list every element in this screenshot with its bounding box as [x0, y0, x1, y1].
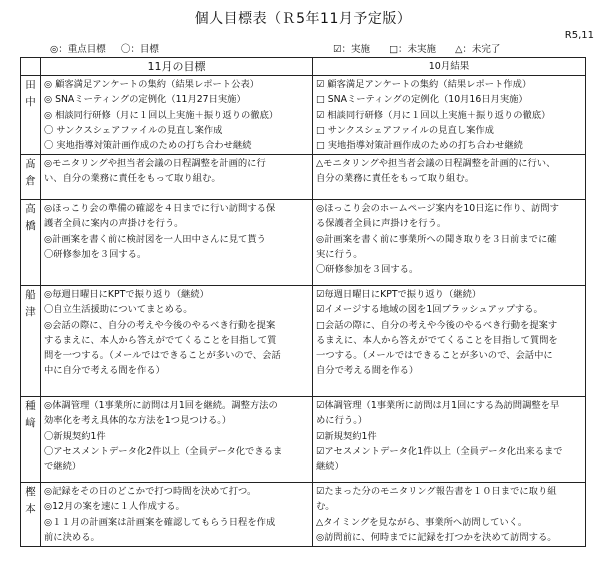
- goal-line: ◎毎週日曜日にKPTで振り返り（継続）: [44, 289, 209, 300]
- result-line: ☑体調管理（1事業所に訪問は月1回にする為訪問調整を早: [316, 400, 560, 411]
- result-cell: [313, 76, 586, 155]
- goal-line: ◎ほっこり会の準備の確認を４日までに行い訪問する保: [44, 203, 276, 214]
- result-line: 自分で考える間を作る）: [316, 365, 419, 377]
- goal-column-header: 11月の目標: [41, 58, 313, 76]
- goal-line: 〇 実地指導対策計画作成のための打ち合わせ継続: [44, 140, 252, 152]
- table-row: [21, 76, 586, 155]
- goal-line: で継続）: [44, 461, 82, 473]
- name-column-header: [21, 58, 41, 76]
- goal-cell: [41, 200, 313, 286]
- goal-line: 問を一つする。（メールではできることが多いので、会話: [44, 350, 281, 362]
- staff-name-cell: [21, 483, 41, 547]
- legend-right: [333, 41, 516, 55]
- goal-line: 〇自立生活援助についてまとめる。: [44, 304, 193, 316]
- result-line: る保護者全員に声掛けを行う。: [316, 218, 447, 230]
- goal-line: ◎モニタリングや担当者会議の日程調整を計画的に行: [44, 158, 266, 169]
- staff-name-char: 髙: [25, 158, 36, 170]
- result-line: □ サンクスシェアファイルの見直し案作成: [316, 124, 494, 136]
- result-line: △タイミングを見ながら、事業所へ訪問していく。: [316, 516, 528, 528]
- result-line: ◎訪問前に、何時までに記録を打つかを決めて訪問する。: [316, 531, 557, 543]
- legend-key-not-done: □：未実施: [389, 44, 437, 55]
- staff-name-char: 船: [25, 289, 36, 301]
- result-line: △モニタリングや担当者会議の日程調整を計画的に行い、: [316, 158, 556, 169]
- staff-name-char: 種: [25, 400, 36, 412]
- legend-key-incomplete: △：未完了: [455, 44, 501, 55]
- goal-line: ◎ 相談同行研修（月に１回以上実施＋振り返りの徹底）: [44, 109, 279, 121]
- result-line: 実に行う。: [316, 248, 363, 260]
- result-line: るまえに、本人から答えがでてくることを目指して質問を: [316, 334, 558, 346]
- goal-cell: [41, 155, 313, 200]
- goal-line: ◎ SNAミーティングの定例化（11月27日実施）: [44, 94, 246, 106]
- result-line: 〇研修参加を３回する。: [316, 264, 419, 276]
- goal-cell: [41, 286, 313, 397]
- table-row: [21, 155, 586, 200]
- staff-name-char: 高: [25, 203, 36, 215]
- goal-line: 〇アセスメントデータ化2件以上（全員データ化できるま: [44, 445, 283, 457]
- goal-line: 〇 サンクスシェアファイルの見直し案作成: [44, 124, 223, 136]
- staff-name-char: 本: [25, 503, 36, 515]
- table-header-row: [21, 58, 586, 76]
- result-line: 継続）: [316, 461, 344, 473]
- goal-line: 護者全員に案内の声掛けを行う。: [44, 218, 184, 230]
- goal-cell: [41, 76, 313, 155]
- result-cell: [313, 397, 586, 483]
- staff-name-char: 倉: [25, 175, 36, 187]
- goal-line: 効率化を考え具体的な方法を1つ見つける。）: [44, 415, 232, 427]
- goal-cell: [41, 483, 313, 547]
- result-line: ☑アセスメントデータ化1件以上（全員データ化出来るまで: [316, 445, 563, 457]
- goal-table: [20, 57, 586, 547]
- result-line: ◎計画案を書く前に事業所への聞き取りを３日前までに確: [316, 233, 557, 245]
- legend-key-goal: 〇：目標: [120, 44, 159, 55]
- result-column-header: 10月結果: [313, 58, 586, 76]
- table-row: [21, 397, 586, 483]
- goal-line: い、自分の業務に責任をもって取り組む。: [44, 173, 221, 185]
- staff-name-cell: [21, 200, 41, 286]
- goal-line: ◎12月の案を速に１人作成する。: [44, 501, 185, 513]
- result-line: □ 実地指導対策計画作成のための打ち合わせ継続: [316, 140, 523, 152]
- result-cell: [313, 155, 586, 200]
- result-line: 一つする。（メールではできることが多いので、会話中に: [316, 350, 553, 362]
- staff-name-char: 田: [25, 79, 36, 91]
- goal-line: 前に決める。: [44, 531, 100, 543]
- goal-cell: [41, 397, 313, 483]
- result-line: ☑新規契約1件: [316, 430, 377, 442]
- staff-name-cell: [21, 155, 41, 200]
- legend-key-priority-goal: ◎：重点目標: [50, 44, 106, 55]
- staff-name-cell: [21, 286, 41, 397]
- staff-name-char: 﨑: [25, 417, 36, 429]
- goal-line: ◎ 顧客満足アンケートの集約（結果レポート公表）: [44, 79, 260, 90]
- goal-line: ◎会話の際に、自分の考えや今後のやるべき行動を提案: [44, 319, 276, 331]
- result-line: ◎ほっこり会のホームページ案内を10日迄に作り、訪問す: [316, 203, 559, 214]
- date-mark: R5,11: [564, 30, 594, 41]
- staff-name-char: 樫: [25, 486, 36, 498]
- staff-name-char: 橋: [25, 220, 36, 232]
- goal-line: ◎計画案を書く前に検討図を一人田中さんに見て貰う: [44, 233, 266, 245]
- result-line: ☑ 顧客満足アンケートの集約（結果レポート作成）: [316, 79, 532, 90]
- table-row: [21, 286, 586, 397]
- goal-line: 〇新規契約1件: [44, 430, 106, 442]
- result-cell: [313, 483, 586, 547]
- staff-name-char: 津: [25, 306, 36, 318]
- goal-line: ◎記録をその日のどこかで打つ時間を決めて打つ。: [44, 486, 257, 497]
- page-title: 個人目標表（Ｒ5年11月予定版）: [194, 11, 412, 27]
- staff-name-cell: [21, 397, 41, 483]
- result-line: □会話の際に、自分の考えや今後のやるべき行動を提案す: [316, 319, 558, 331]
- result-line: めに行う。）: [316, 415, 368, 427]
- result-line: ☑ 相談同行研修（月に１回以上実施＋振り返りの徹底）: [316, 109, 551, 121]
- result-line: ☑イメージする地域の図を1回ブラッシュアップする。: [316, 304, 543, 316]
- result-cell: [313, 200, 586, 286]
- result-line: □ SNAミーティングの定例化（10月16日月実施）: [316, 94, 528, 106]
- result-line: 自分の業務に責任をもって取り組む。: [316, 173, 475, 185]
- staff-name-cell: [21, 76, 41, 155]
- result-cell: [313, 286, 586, 397]
- table-row: [21, 200, 586, 286]
- result-line: ☑たまった分のモニタリング報告書を１０日までに取り組: [316, 486, 557, 497]
- goal-line: ◎１１月の計画案は計画案を確認してもらう日程を作成: [44, 516, 276, 528]
- goal-line: 中に自分で考える間を作る）: [44, 365, 165, 377]
- legend-left: [50, 41, 171, 55]
- goal-line: するまえに、本人から答えがでてくることを目指して質: [44, 334, 277, 346]
- staff-name-char: 中: [25, 96, 36, 108]
- result-line: ☑毎週日曜日にKPTで振り返り（継続）: [316, 289, 482, 300]
- table-row: [21, 483, 586, 547]
- goal-line: ◎体調管理（1事業所に訪問は月1回を継続。調整方法の: [44, 400, 278, 411]
- result-line: む。: [316, 501, 335, 513]
- legend-key-done: ☑：実施: [333, 44, 371, 55]
- goal-line: 〇研修参加を３回する。: [44, 248, 147, 260]
